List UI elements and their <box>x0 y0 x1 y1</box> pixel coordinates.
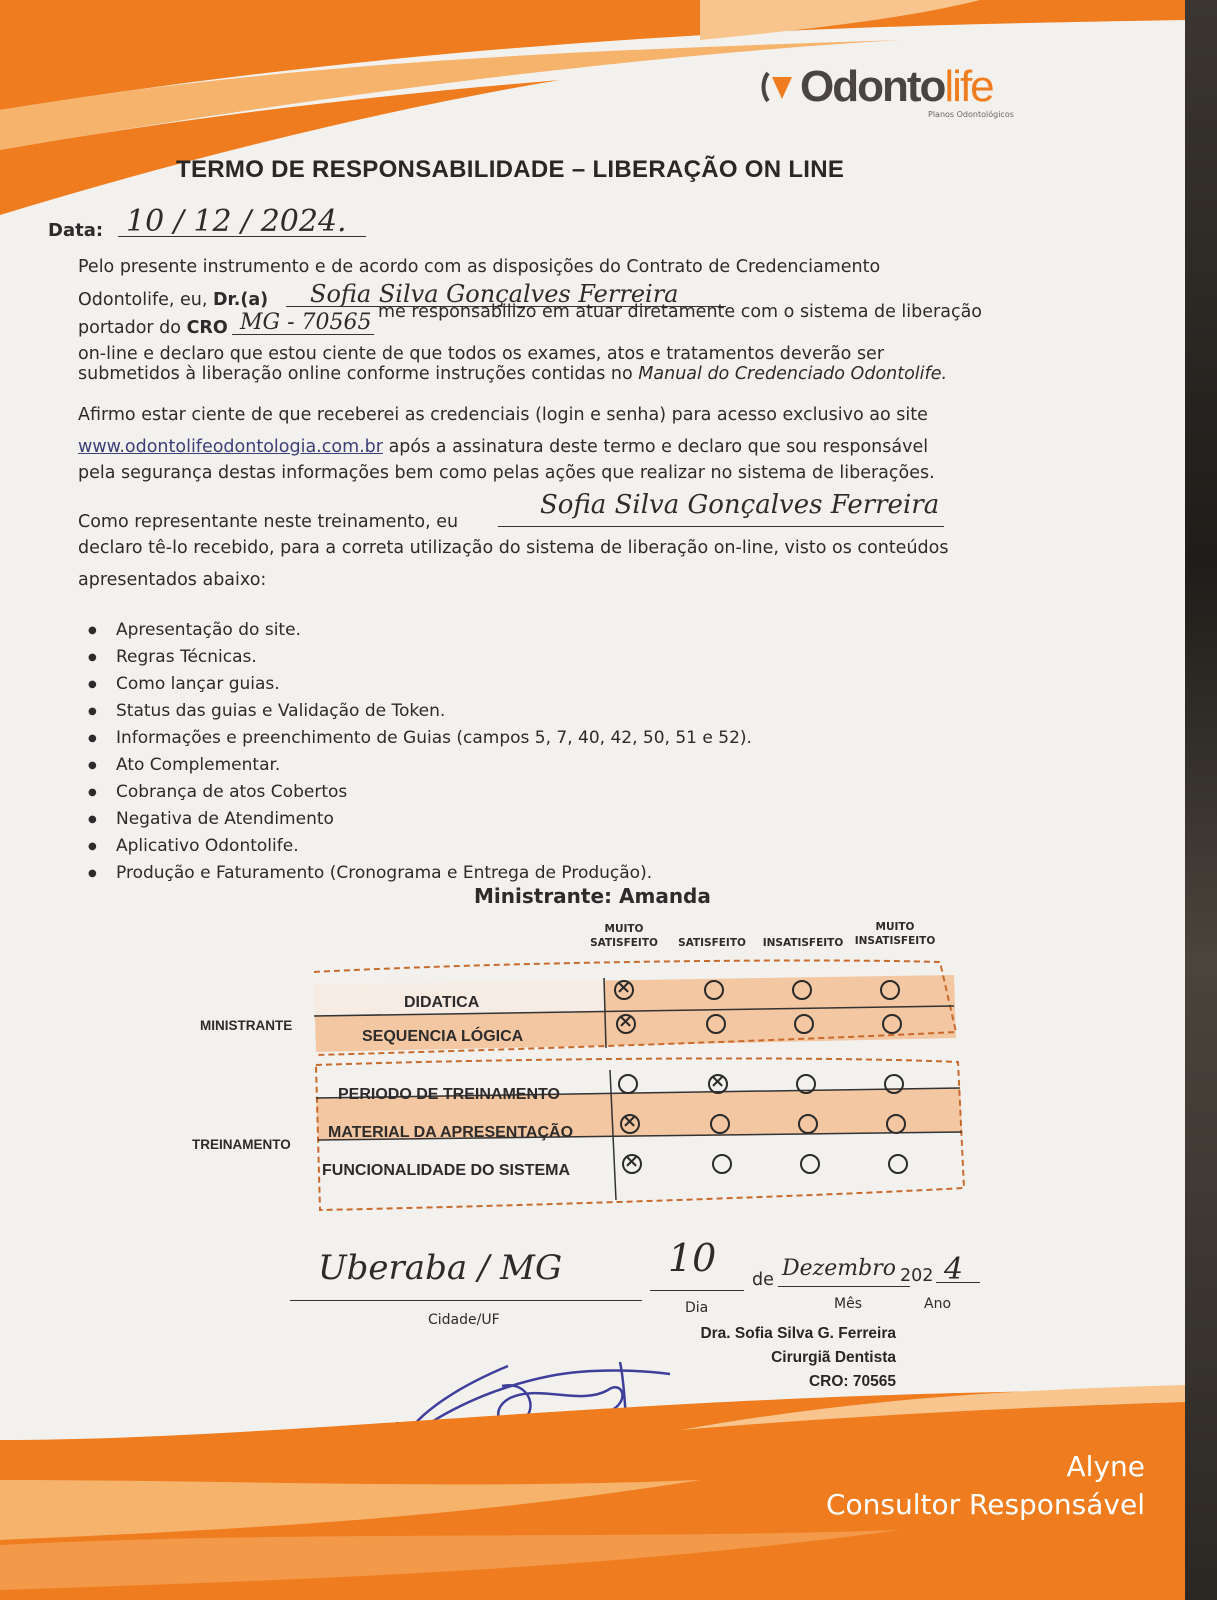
p2-line3: pela segurança destas informações bem como pelas ações que realizar no sistema de liberações. <box>78 463 935 483</box>
logo-tagline: Planos Odontológicos <box>928 110 1014 119</box>
day-line <box>650 1290 744 1291</box>
rating-option-selected[interactable] <box>614 980 634 1000</box>
stamp-role: Cirurgiã Dentista <box>771 1349 896 1366</box>
topic-item: ● Regras Técnicas. <box>88 647 752 674</box>
rating-option-selected[interactable] <box>616 1014 636 1034</box>
ministrante-title: Ministrante: Amanda <box>474 884 711 908</box>
city-label: Cidade/UF <box>428 1312 500 1328</box>
year-handwritten: 4 <box>944 1252 964 1287</box>
month-label: Mês <box>834 1296 862 1312</box>
p3-line1: Como representante neste treinamento, eu <box>78 512 459 532</box>
stamp-name: Dra. Sofia Silva G. Ferreira <box>700 1325 896 1342</box>
rating-option[interactable] <box>886 1114 906 1134</box>
logo-wordmark: Odontolife <box>800 62 993 111</box>
p1-line4: on-line e declaro que estou ciente de que todos os exames, atos e tratamentos deverão ser <box>78 344 885 364</box>
rating-option-selected[interactable] <box>622 1154 642 1174</box>
p1-line5: submetidos à liberação online conforme instruções contidas no Manual do Credenciado Odontolife. <box>78 364 948 384</box>
rating-option[interactable] <box>712 1154 732 1174</box>
date-value: 10 / 12 / 2024. <box>126 204 347 239</box>
de-label: de <box>752 1270 774 1290</box>
topic-item: ● Status das guias e Validação de Token. <box>88 701 752 728</box>
year-prefix: 202 <box>900 1266 934 1286</box>
row-label: FUNCIONALIDADE DO SISTEMA <box>322 1162 570 1179</box>
topic-item: ● Como lançar guias. <box>88 674 752 701</box>
p3-line2: declaro tê-lo recebido, para a correta utilização do sistema de liberação on-line, visto os conteúdos <box>78 538 949 558</box>
topic-item: ● Ato Complementar. <box>88 755 752 782</box>
rating-option-selected[interactable] <box>708 1074 728 1094</box>
month-line <box>778 1286 910 1287</box>
topic-item: ● Produção e Faturamento (Cronograma e Entrega de Produção). <box>88 863 752 890</box>
p2-line2: www.odontolifeodontologia.com.br após a assinatura deste termo e declaro que sou responsável <box>78 437 929 457</box>
row-label: SEQUENCIA LÓGICA <box>362 1028 524 1045</box>
rating-option[interactable] <box>796 1074 816 1094</box>
topic-item: ● Apresentação do site. <box>88 620 752 647</box>
rating-option[interactable] <box>800 1154 820 1174</box>
day-label: Dia <box>685 1300 709 1316</box>
date-label: Data: <box>48 220 104 241</box>
topic-item: ● Aplicativo Odontolife. <box>88 836 752 863</box>
city-handwritten: Uberaba / MG <box>318 1248 563 1288</box>
cro-handwritten: MG - 70565 <box>240 310 372 335</box>
p2-line1: Afirmo estar ciente de que receberei as credenciais (login e senha) para acesso exclusivo ao site <box>78 405 928 425</box>
rating-option[interactable] <box>618 1074 638 1094</box>
p1-line3: portador do CRO <box>78 318 228 338</box>
year-label: Ano <box>924 1296 952 1312</box>
rating-option[interactable] <box>794 1014 814 1034</box>
rating-option[interactable] <box>706 1014 726 1034</box>
rating-option[interactable] <box>880 980 900 1000</box>
p3-line3: apresentados abaixo: <box>78 570 267 590</box>
rating-option[interactable] <box>884 1074 904 1094</box>
p1-line2: Odontolife, eu, Dr.(a) <box>78 290 269 310</box>
row-label: DIDATICA <box>404 994 480 1011</box>
dr-name-handwritten: Sofia Silva Gonçalves Ferreira <box>310 280 679 308</box>
rep-name-handwritten: Sofia Silva Gonçalves Ferreira <box>540 490 940 520</box>
rating-option-selected[interactable] <box>620 1114 640 1134</box>
p1-line3-rest: me responsabilizo em atuar diretamente com o sistema de liberação <box>378 302 983 322</box>
document-title: TERMO DE RESPONSABILIDADE – LIBERAÇÃO ON LINE <box>176 156 845 183</box>
topic-item: ● Informações e preenchimento de Guias (campos 5, 7, 40, 42, 50, 51 e 52). <box>88 728 752 755</box>
col-muito-insatisfeito: MUITO INSATISFEITO <box>854 921 936 947</box>
row-label: PERIODO DE TREINAMENTO <box>338 1086 560 1103</box>
rating-option[interactable] <box>798 1114 818 1134</box>
group-treinamento-label: TREINAMENTO <box>192 1137 291 1152</box>
consultant-block <box>826 1448 1145 1524</box>
day-handwritten: 10 <box>668 1236 717 1280</box>
rating-option[interactable] <box>792 980 812 1000</box>
col-insatisfeito: INSATISFEITO <box>762 937 844 949</box>
rating-option[interactable] <box>888 1154 908 1174</box>
month-handwritten: Dezembro <box>782 1256 896 1281</box>
consultant-name: Alyne <box>1066 1450 1145 1483</box>
consultant-role: Consultor Responsável <box>825 1488 1145 1521</box>
rating-option[interactable] <box>882 1014 902 1034</box>
col-satisfeito: SATISFEITO <box>678 937 746 949</box>
rating-option[interactable] <box>704 980 724 1000</box>
site-link[interactable]: www.odontolifeodontologia.com.br <box>78 437 383 457</box>
topic-item: ● Cobrança de atos Cobertos <box>88 782 752 809</box>
col-muito-satisfeito: MUITO SATISFEITO <box>590 923 658 949</box>
stamp-cro: CRO: 70565 <box>808 1373 896 1390</box>
row-label: MATERIAL DA APRESENTAÇÃO <box>328 1124 574 1141</box>
rating-option[interactable] <box>710 1114 730 1134</box>
city-line <box>290 1300 642 1301</box>
topic-item: ● Negativa de Atendimento <box>88 809 752 836</box>
p1-line1: Pelo presente instrumento e de acordo com as disposições do Contrato de Credenciamento <box>78 257 881 277</box>
group-ministrante-label: MINISTRANTE <box>200 1018 293 1033</box>
